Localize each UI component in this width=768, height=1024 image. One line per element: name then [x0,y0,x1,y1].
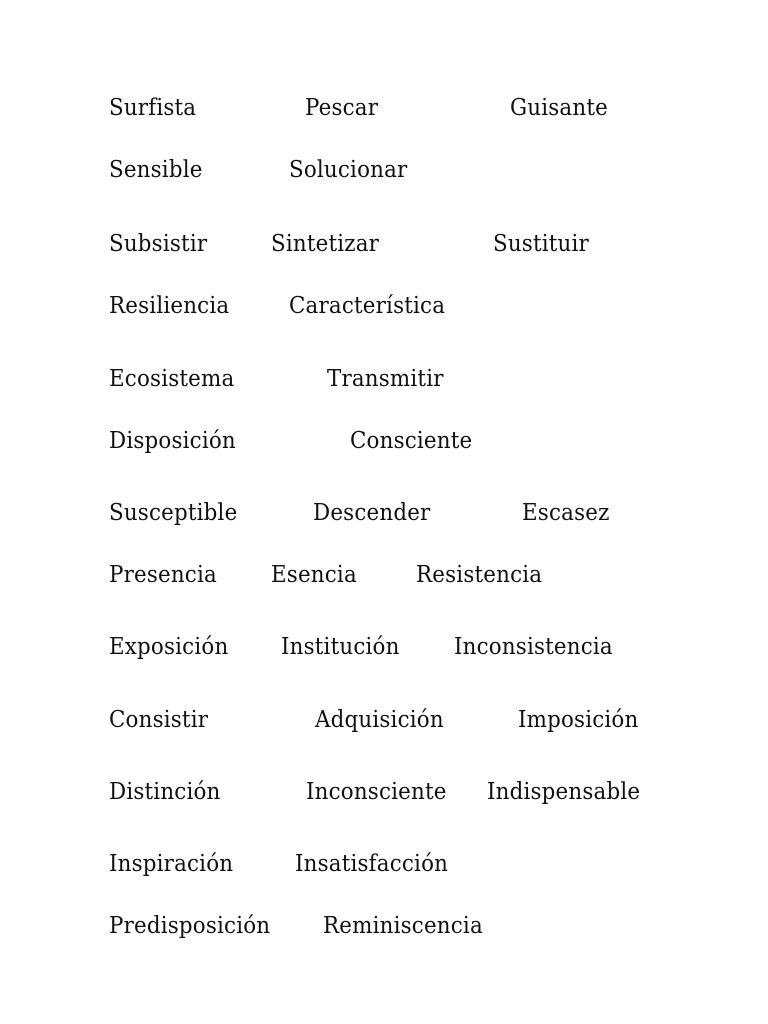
vocabulary-word: Surfista [109,95,197,121]
vocabulary-word: Insatisfacción [295,851,449,877]
vocabulary-word: Sensible [109,157,203,183]
vocabulary-word: Escasez [522,500,610,526]
vocabulary-word: Inspiración [109,851,234,877]
vocabulary-word: Reminiscencia [323,913,483,939]
vocabulary-word: Distinción [109,779,221,805]
vocabulary-word: Inconsistencia [454,634,613,660]
vocabulary-word: Predisposición [109,913,271,939]
vocabulary-word: Guisante [510,95,608,121]
vocabulary-word: Institución [281,634,400,660]
vocabulary-word: Sintetizar [271,231,380,257]
vocabulary-word: Imposición [518,707,639,733]
vocabulary-word: Transmitir [327,366,444,392]
vocabulary-word: Consistir [109,707,209,733]
vocabulary-word: Característica [289,293,446,319]
vocabulary-word: Esencia [271,562,357,588]
vocabulary-word: Presencia [109,562,217,588]
vocabulary-word: Inconsciente [306,779,447,805]
vocabulary-word: Ecosistema [109,366,235,392]
vocabulary-word: Adquisición [315,707,444,733]
vocabulary-word: Resiliencia [109,293,230,319]
vocabulary-word: Descender [313,500,431,526]
vocabulary-word: Solucionar [289,157,408,183]
vocabulary-word: Indispensable [487,779,641,805]
vocabulary-word: Resistencia [416,562,543,588]
vocabulary-word: Pescar [305,95,379,121]
vocabulary-word: Susceptible [109,500,238,526]
vocabulary-word: Disposición [109,428,236,454]
vocabulary-word: Exposición [109,634,229,660]
vocabulary-word: Consciente [350,428,473,454]
vocabulary-word: Sustituir [493,231,589,257]
vocabulary-word: Subsistir [109,231,208,257]
